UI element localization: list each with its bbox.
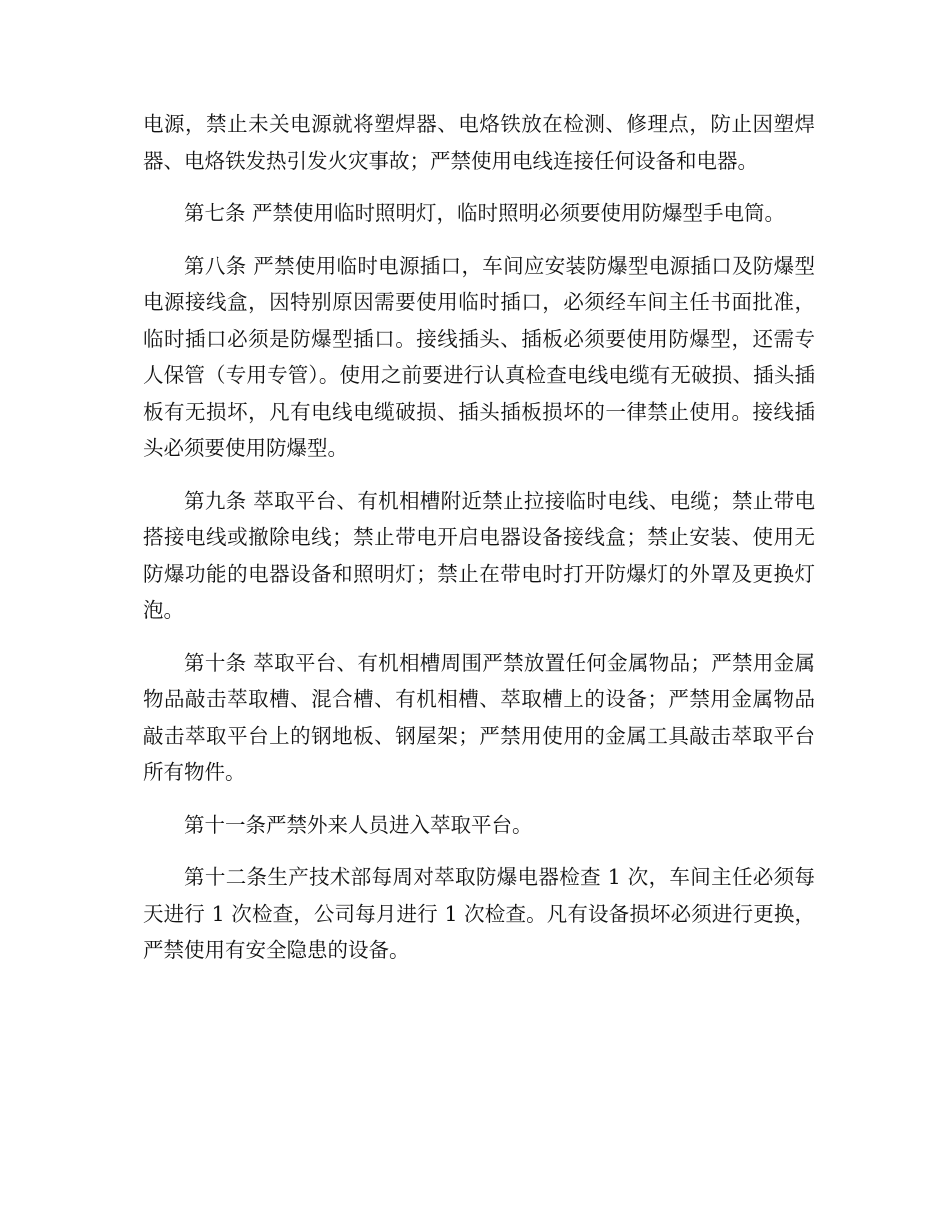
paragraph-continued-power: 电源，禁止未关电源就将塑焊器、电烙铁放在检测、修理点，防止因塑焊器、电烙铁发热引发火灾事故；严禁使用电线连接任何设备和电器。 bbox=[143, 112, 815, 173]
paragraph-article-9: 第九条 萃取平台、有机相槽附近禁止拉接临时电线、电缆；禁止带电搭接电线或撤除电线；禁止带电开启电器设备接线盒；禁止安装、使用无防爆功能的电器设备和照明灯；禁止在带电时打开防爆灯的外罩及更换灯泡。 bbox=[143, 488, 815, 622]
paragraph-article-11: 第十一条严禁外来人员进入萃取平台。 bbox=[184, 812, 533, 837]
paragraph-article-12: 第十二条生产技术部每周对萃取防爆电器检查 1 次，车间主任必须每天进行 1 次检查，公司每月进行 1 次检查。凡有设备损坏必须进行更换，严禁使用有安全隐患的设备。 bbox=[143, 865, 815, 962]
document-body bbox=[143, 106, 815, 985]
paragraph-article-8: 第八条 严禁使用临时电源插口，车间应安装防爆型电源插口及防爆型电源接线盒，因特别原因需要使用临时插口，必须经车间主任书面批准，临时插口必须是防爆型插口。接线插头、插板必须要使用防爆型，还需专人保管（专用专管）。使用之前要进行认真检查电线电缆有无破损、插头插板有无损坏，凡有电线电缆破损、插头插板损坏的一律禁止使用。接线插头必须要使用防爆型。 bbox=[143, 253, 815, 460]
paragraph-article-10: 第十条 萃取平台、有机相槽周围严禁放置任何金属物品；严禁用金属物品敲击萃取槽、混合槽、有机相槽、萃取槽上的设备；严禁用金属物品敲击萃取平台上的钢地板、钢屋架；严禁用使用的金属工具敲击萃取平台所有物件。 bbox=[143, 650, 815, 784]
paragraph-article-7: 第七条 严禁使用临时照明灯，临时照明必须要使用防爆型手电筒。 bbox=[184, 201, 786, 225]
